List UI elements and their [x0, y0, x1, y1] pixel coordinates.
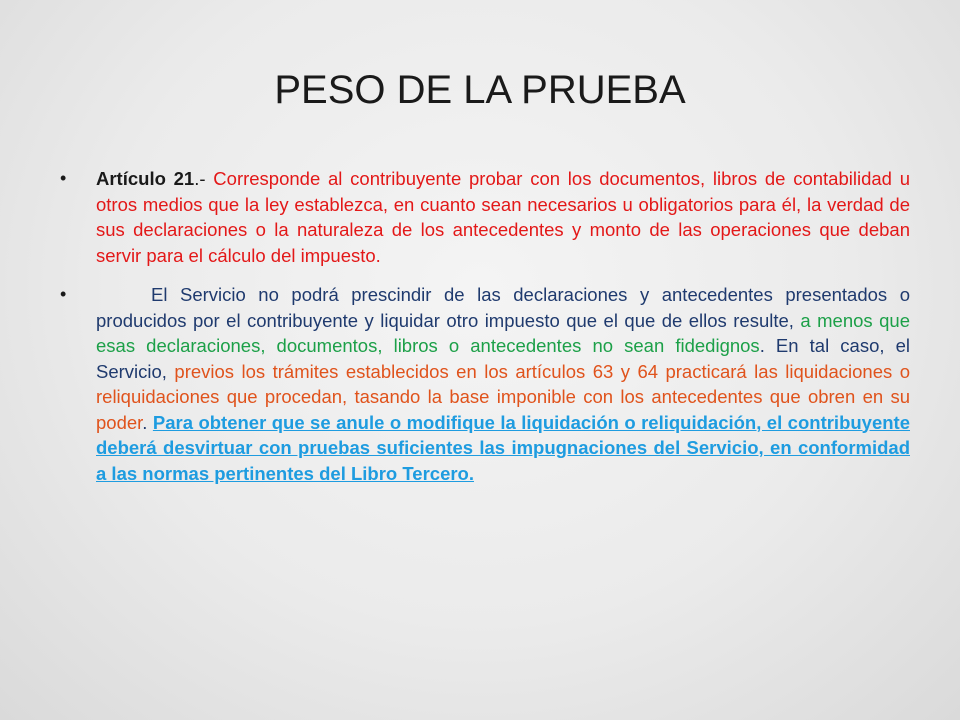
paragraph-article-21: [96, 166, 910, 268]
bullet-icon: •: [60, 168, 67, 188]
bullet-icon: •: [60, 284, 67, 304]
servicio-text-2: a menos que esas declaraciones, documentos, libros o antecedentes no sean fidedignos: [96, 309, 910, 356]
paragraph-servicio: [96, 282, 910, 486]
article-separator: .-: [194, 168, 214, 189]
bullet-item-1: [60, 166, 910, 268]
servicio-text-1: El Servicio no podrá prescindir de las declaraciones y antecedentes presentados o producidos por el contribuyente y liquidar otro impuesto que el que de ellos resulte,: [96, 284, 910, 331]
slide-title: PESO DE LA PRUEBA: [274, 68, 686, 112]
servicio-text-5: .: [142, 411, 153, 433]
bullet-item-2: [60, 282, 910, 486]
libro-tercero-link[interactable]: Para obtener que se anule o modifique la liquidación o reliquidación, el contribuyente deberá desvirtuar con pruebas suficientes las impugnaciones del Servicio, en conformidad a las normas pertinentes del Libro Tercero.: [96, 411, 910, 484]
servicio-text-3: . En tal caso, el Servicio,: [96, 335, 910, 382]
servicio-text-4: previos los trámites establecidos en los artículos 63 y 64 practicará las liquidaciones o reliquidaciones que procedan, tasando la base imponible con los antecedentes que obren en su poder: [96, 360, 910, 433]
article-body: Corresponde al contribuyente probar con los documentos, libros de contabilidad u otros medios que la ley establezca, en cuanto sean necesarios u obligatorios para él, la verdad de sus declaraciones o la naturaleza de los antecedentes y monto de las operaciones que deban servir para el cálculo del impuesto.: [96, 168, 910, 266]
article-heading: Artículo 21: [96, 168, 195, 189]
slide-content: [60, 166, 910, 500]
